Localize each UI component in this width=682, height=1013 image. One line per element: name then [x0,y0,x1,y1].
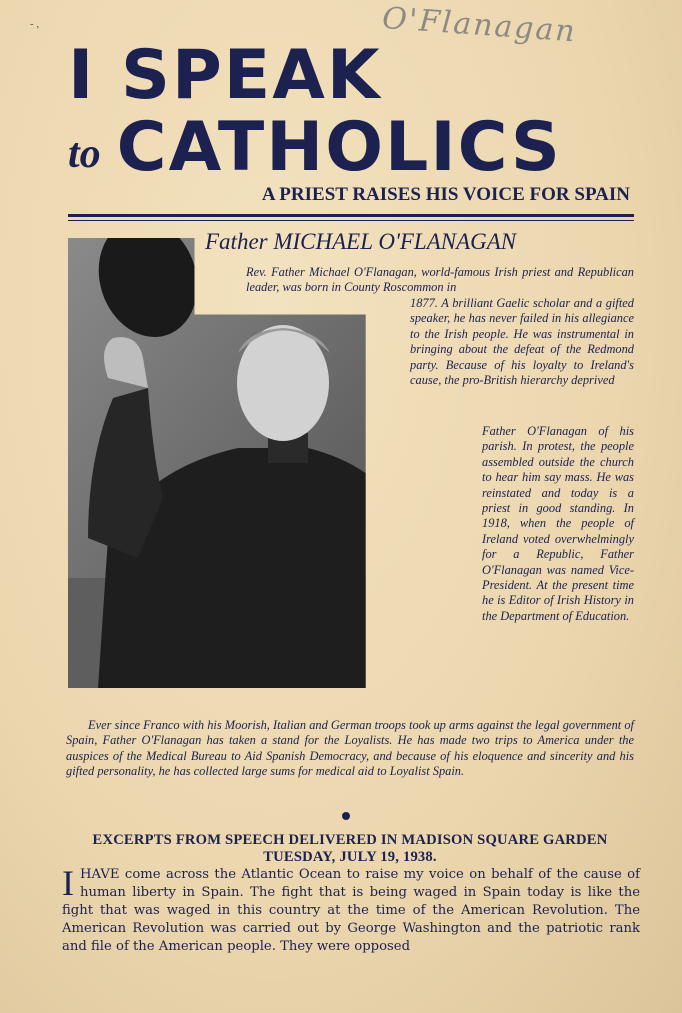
bio-text-middle: 1877. A brilliant Gaelic scholar and a gifted speaker, he has never failed in his allegiance to the Irish people. He was instrumental in bringing about the defeat of the Redmond party. Because of his loyalty to Ireland's cause, the pro-British hierarchy deprived [410,296,634,388]
drop-cap: I [62,863,74,903]
bio-text-lower: Father O'Flanagan of his parish. In protest, the people assembled outside the church to hear him say mass. He was reinstated and today is a priest in good standing. In 1918, when the people of Ireland voted overwhelmingly for a Republic, Father O'Flanagan was named Vice-President. At the present time he is Editor of Irish History in the Department of Education. [482,424,634,623]
title-line-1: I SPEAK [68,36,382,115]
section-bullet [342,812,350,820]
excerpt-heading-line-2: TUESDAY, JULY 19, 1938. [263,849,437,865]
bio-heading: Father MICHAEL O'FLANAGAN [205,229,517,254]
handwritten-signature: O'Flanagan [381,0,578,49]
divider-thin [68,220,634,221]
bio-paragraph-2: Ever since Franco with his Moorish, Italian and German troops took up arms against the legal government of Spain, Father O'Flanagan has taken a stand for the Loyalists. He has made two trips to America under the auspices of the Medical Bureau to Aid Spanish Democracy, and because of his eloquence and sincerity and his gifted personality, he has collected large sums for medical aid to Loyalist Spain. [66,718,634,779]
title-to: to [68,131,101,177]
divider-thick [68,214,634,217]
excerpt-heading-line-1: EXCERPTS FROM SPEECH DELIVERED IN MADISON SQUARE GARDEN [92,832,608,848]
title-catholics: CATHOLICS [116,108,562,187]
title-line-2 [68,110,562,186]
bio-text-top: Rev. Father Michael O'Flanagan, world-famous Irish priest and Republican leader, was born in County Roscommon in [246,265,634,295]
corner-mark: - , [30,18,40,30]
speech-body: HAVE come across the Atlantic Ocean to raise my voice on behalf of the cause of human liberty in Spain. The fight that is being waged in Spain today is like the fight that was waged in this country at the time of the American Revolution. The American Revolution was carried out by George Washington and the patriotic rank and file of the American people. They were opposed [62,867,640,954]
speech-text [62,863,640,956]
subtitle: A PRIEST RAISES HIS VOICE FOR SPAIN [261,184,630,205]
excerpt-heading [40,832,660,866]
